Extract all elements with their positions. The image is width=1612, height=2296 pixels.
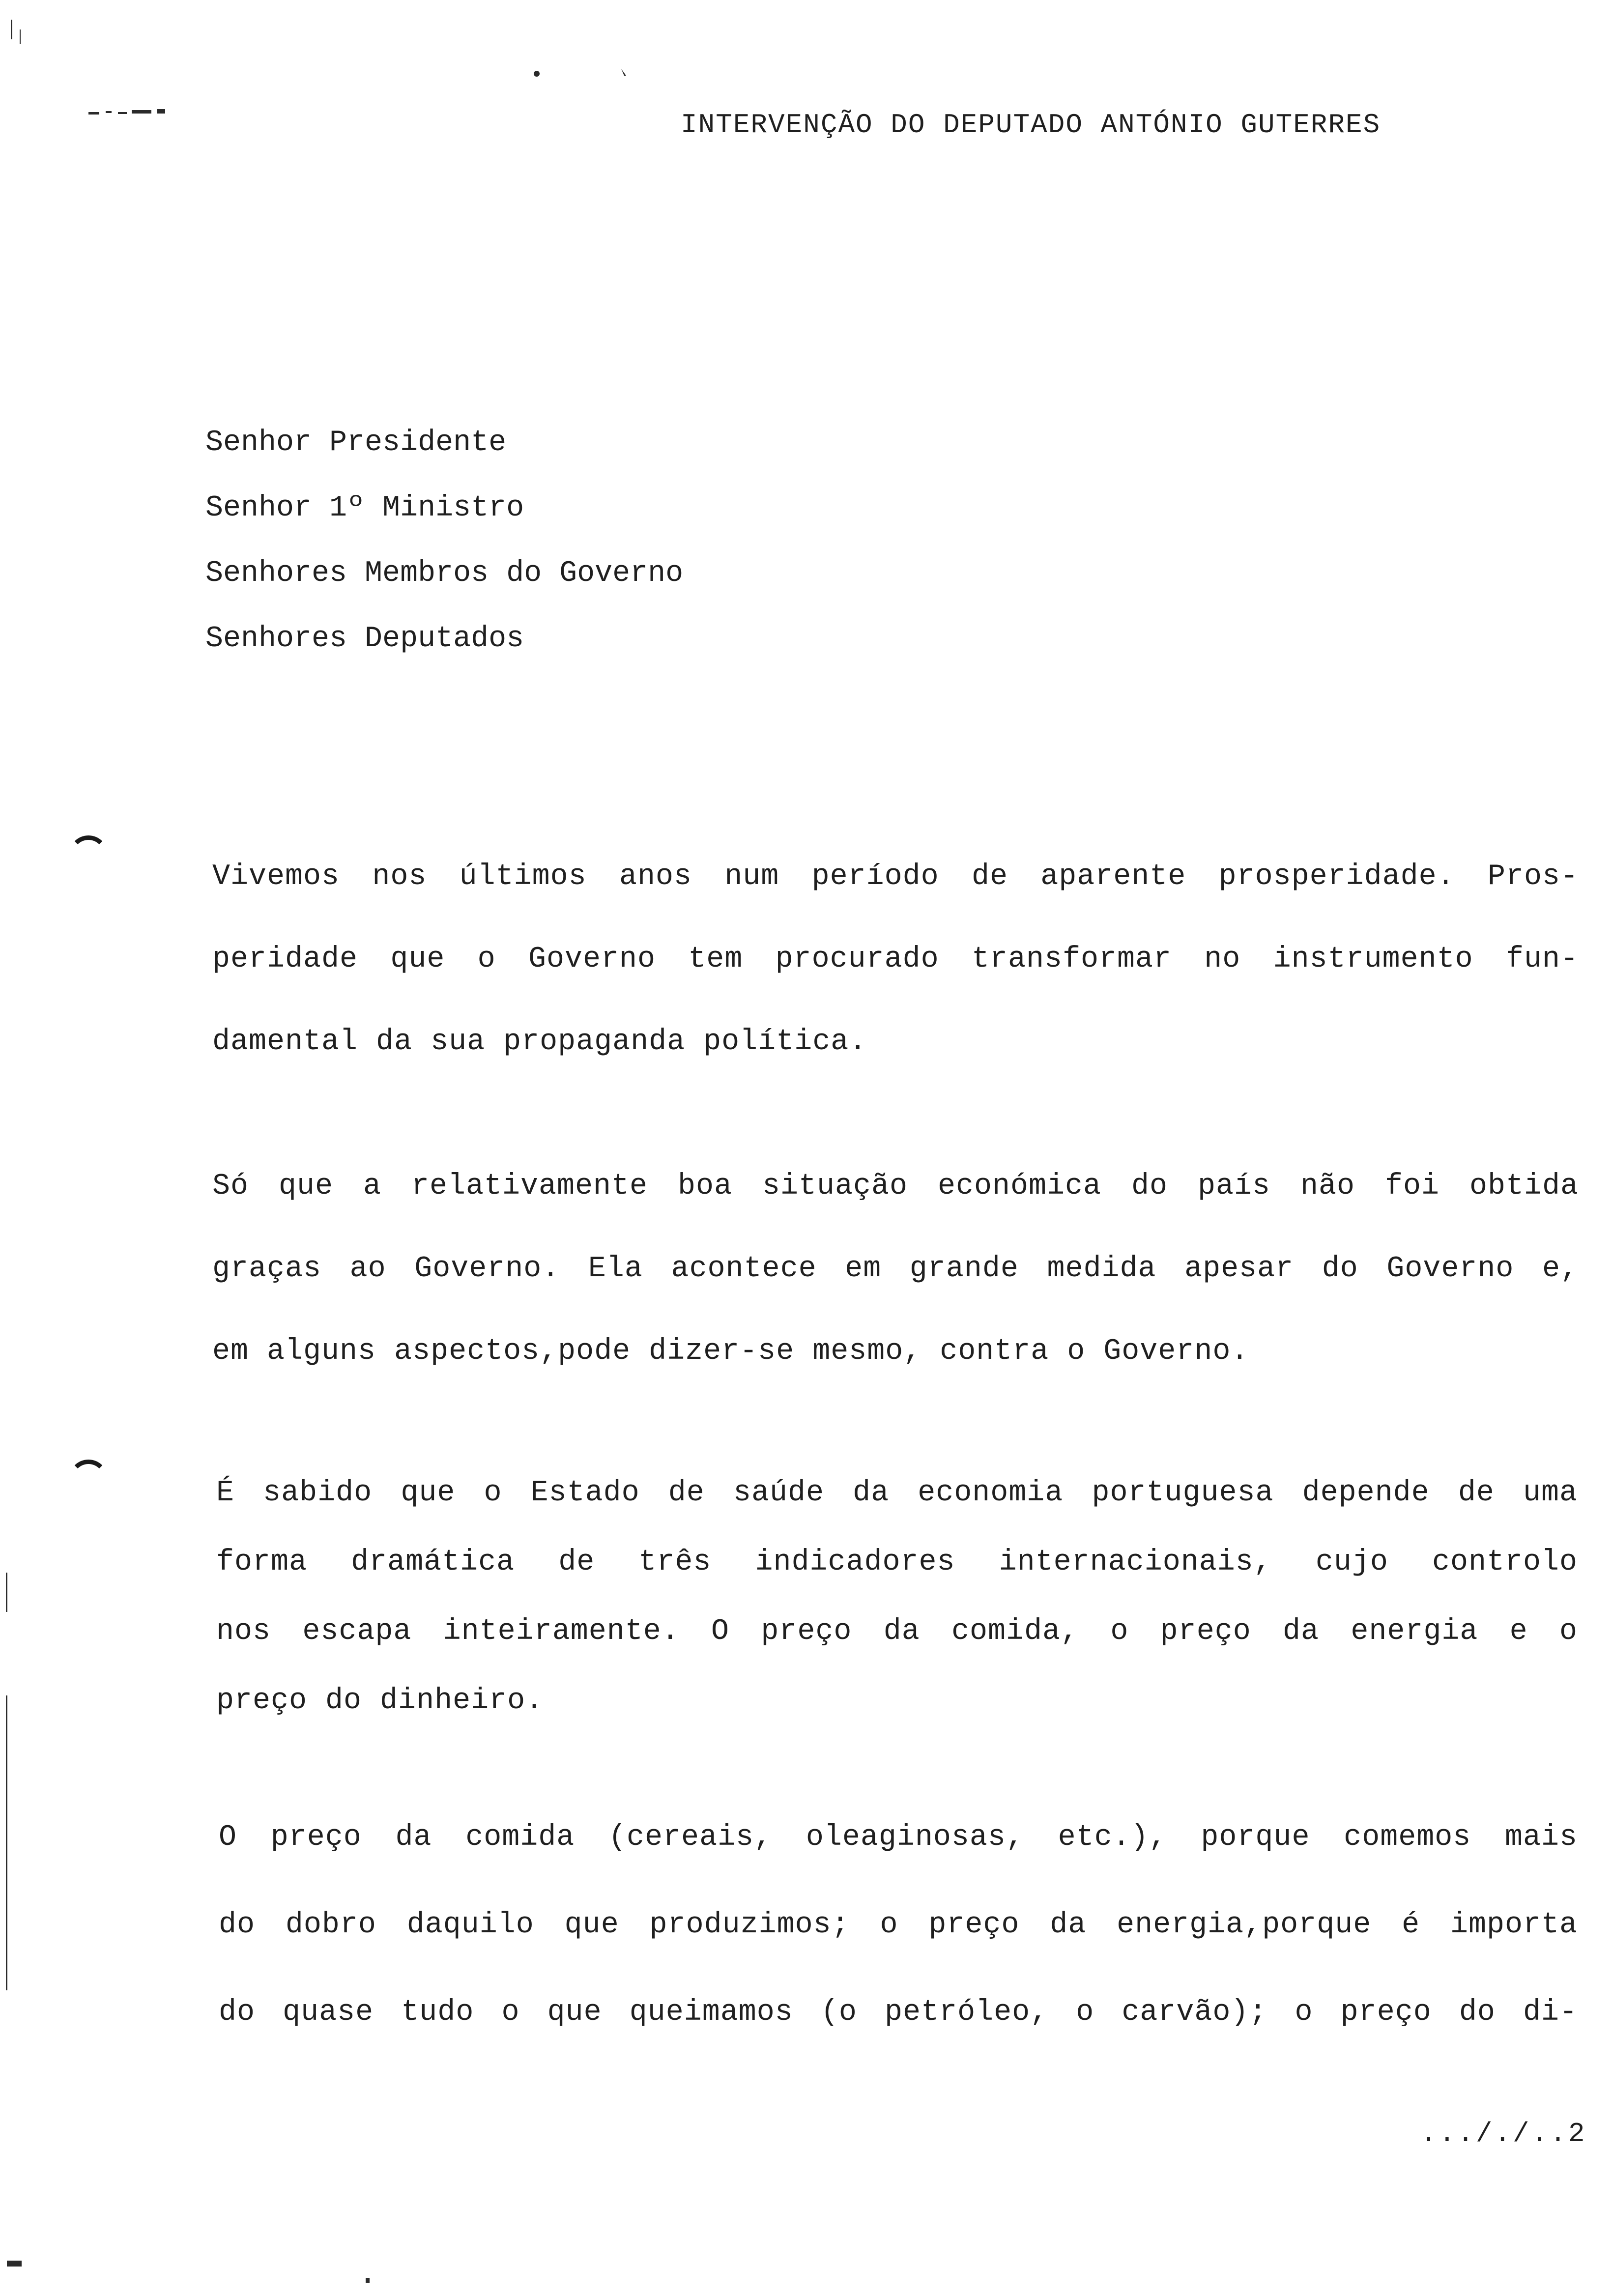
page-continuation-marker: ..././..2 <box>1420 2118 1587 2150</box>
salutation-line: Senhor Presidente <box>205 426 507 459</box>
salutation-line: Senhor 1º Ministro <box>205 491 524 525</box>
salutation-line: Senhores Deputados <box>205 622 524 656</box>
paragraph-line: É sabido que o Estado de saúde da economia portuguesa depende de uma <box>216 1476 1578 1510</box>
paragraph-line: em alguns aspectos,pode dizer-se mesmo, contra o Governo. <box>212 1335 1249 1368</box>
salutation-line: Senhores Membros do Governo <box>205 557 684 590</box>
paragraph-line: Só que a relativamente boa situação económica do país não foi obtida <box>212 1170 1579 1203</box>
paragraph-line: nos escapa inteiramente. O preço da comida, o preço da energia e o <box>216 1615 1578 1648</box>
paragraph-line: do quase tudo o que queimamos (o petróleo, o carvão); o preço do di- <box>219 1996 1578 2029</box>
paragraph-line: damental da sua propaganda política. <box>212 1025 867 1059</box>
paragraph-economic-situation <box>212 1145 1579 1393</box>
paragraph-prosperity <box>212 835 1579 1083</box>
margin-paragraph-mark <box>69 835 108 875</box>
margin-paragraph-mark <box>69 1460 108 1499</box>
paragraph-line: Vivemos nos últimos anos num período de aparente prosperidade. Pros- <box>212 860 1579 893</box>
paragraph-line: peridade que o Governo tem procurado transformar no instrumento fun- <box>212 943 1579 976</box>
paragraph-line: graças ao Governo. Ela acontece em grande medida apesar do Governo e, <box>212 1252 1579 1286</box>
paragraph-line: forma dramática de três indicadores internacionais, cujo controlo <box>216 1546 1578 1579</box>
salutation-block <box>205 410 683 672</box>
paragraph-prices <box>219 1794 1578 2056</box>
paragraph-line: do dobro daquilo que produzimos; o preço da energia,porque é importa <box>219 1908 1578 1942</box>
paragraph-line: preço do dinheiro. <box>216 1684 544 1718</box>
paragraph-indicators <box>216 1459 1578 1736</box>
paragraph-line: O preço da comida (cereais, oleaginosas, etc.), porque comemos mais <box>219 1821 1578 1854</box>
document-title: INTERVENÇÃO DO DEPUTADO ANTÓNIO GUTERRES <box>681 109 1381 141</box>
